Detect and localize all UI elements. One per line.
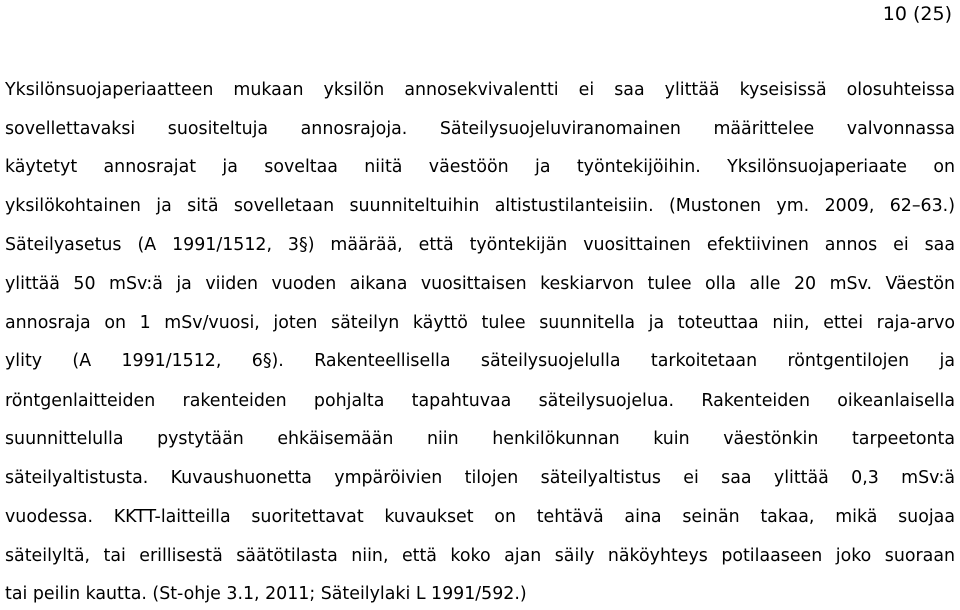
- text-line-5: Säteilyasetus (A 1991/1512, 3§) määrää, että työntekijän vuosittainen efektiivinen annos ei saa: [5, 235, 955, 255]
- text-line-3: käytetyt annosrajat ja soveltaa niitä väestöön ja työntekijöihin. Yksilönsuojaperiaate on: [5, 157, 955, 177]
- text-line-12: vuodessa. KKTT-laitteilla suoritettavat kuvaukset on tehtävä aina seinän takaa, mikä suojaa: [5, 507, 955, 527]
- text-line-11: säteilyaltistusta. Kuvaushuonetta ympäröivien tilojen säteilyaltistus ei saa ylittää 0,3 mSv:ä: [5, 468, 955, 488]
- text-line-7: annosraja on 1 mSv/vuosi, joten säteilyn käyttö tulee suunnitella ja toteuttaa niin, ettei raja-arvo: [5, 313, 955, 333]
- text-line-14: tai peilin kautta. (St-ohje 3.1, 2011; Säteilylaki L 1991/592.): [5, 584, 527, 604]
- text-line-2: sovellettavaksi suositeltuja annosrajoja. Säteilysuojeluviranomainen määrittelee valvonnassa: [5, 119, 955, 139]
- page-number: 10 (25): [882, 3, 952, 25]
- text-line-9: röntgenlaitteiden rakenteiden pohjalta tapahtuvaa säteilysuojelua. Rakenteiden oikeanlaisella: [5, 391, 955, 411]
- text-line-13: säteilyltä, tai erillisestä säätötilasta niin, että koko ajan säily näköyhteys potilaaseen joko suoraan: [5, 546, 955, 566]
- text-line-1: Yksilönsuojaperiaatteen mukaan yksilön annosekvivalentti ei saa ylittää kyseisissä olosuhteissa: [5, 80, 955, 100]
- text-line-8: ylity (A 1991/1512, 6§). Rakenteellisella säteilysuojelulla tarkoitetaan röntgentilojen ja: [5, 351, 955, 371]
- text-line-4: yksilökohtainen ja sitä sovelletaan suunniteltuihin altistustilanteisiin. (Mustonen ym. 2009, 62–63.): [5, 196, 955, 216]
- text-line-6: ylittää 50 mSv:ä ja viiden vuoden aikana vuosittaisen keskiarvon tulee olla alle 20 mSv. Väestön: [5, 274, 955, 294]
- text-line-10: suunnittelulla pystytään ehkäisemään niin henkilökunnan kuin väestönkin tarpeetonta: [5, 429, 955, 449]
